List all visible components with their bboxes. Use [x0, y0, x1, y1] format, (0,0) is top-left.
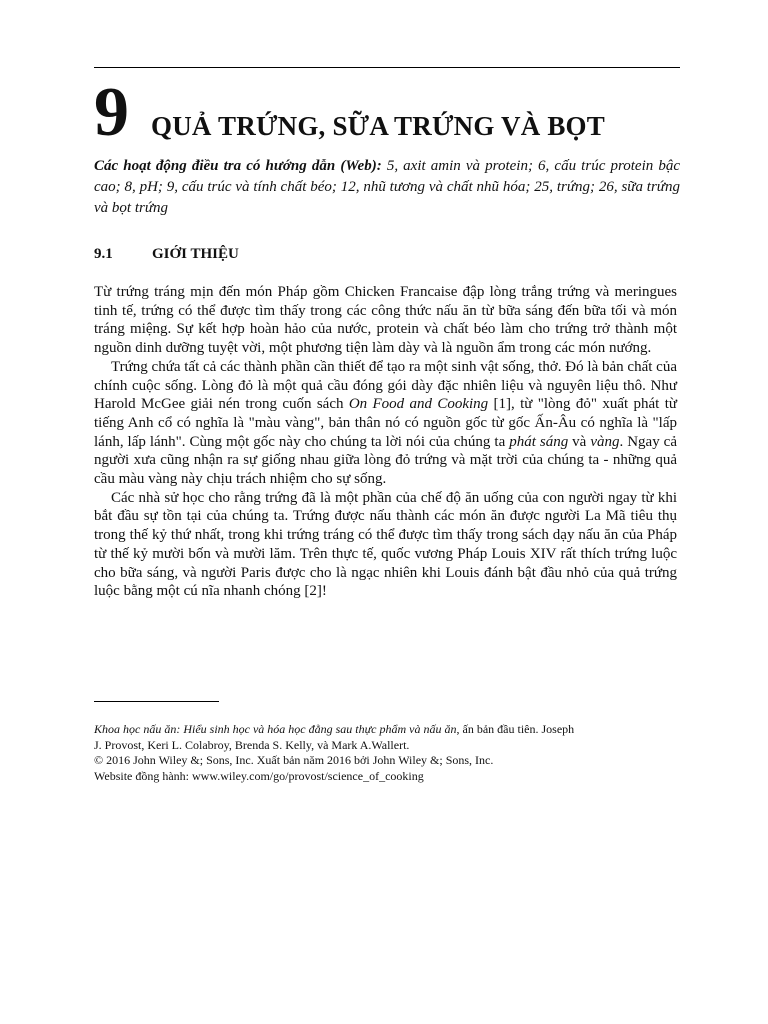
footer-line-1: [94, 722, 680, 738]
paragraph-2-part-a: Trứng chứa tất cả các thành phần cần thiết để tạo ra một sinh vật sống, thở. Đó là bản chất của chính cuộc sống. Lòng đỏ là một quả cầu đóng gói dày đặc nhiên liệu và nguyên liệu thô. Như Harold McGee giải nén trong cuốn sách: [94, 358, 677, 413]
chapter-heading: [94, 74, 694, 151]
emphasis-word-glow: phát sáng: [509, 433, 569, 450]
book-title-reference: On Food and Cooking: [348, 396, 489, 413]
footer-copyright: © 2016 John Wiley &; Sons, Inc. Xuất bản năm 2016 bởi John Wiley &; Sons, Inc.: [94, 753, 494, 767]
section-number: 9.1: [94, 246, 113, 262]
footer-website: Website đồng hành: www.wiley.com/go/provost/science_of_cooking: [94, 768, 424, 783]
chapter-number: 9: [94, 74, 129, 151]
body-text: [94, 283, 677, 601]
footer-book-title: Khoa học nấu ăn: Hiểu sinh học và hóa học đằng sau thực phẩm và nấu ăn: [94, 722, 457, 736]
section-title: GIỚI THIỆU: [152, 246, 239, 262]
paragraph-2-part-b: [1], từ "lòng đỏ" xuất phát từ tiếng Anh cổ có nghĩa là "màu vàng", bản thân nó có nguồn gốc từ gốc Ấn-Âu có nghĩa là "lấp lánh, lấp lánh". Cùng một gốc này cho chúng ta lời nói của chúng ta: [94, 396, 677, 450]
footer-authors: J. Provost, Keri L. Colabroy, Brenda S. Kelly, và Mark A.Wallert.: [94, 737, 410, 752]
paragraph-2-and: và: [568, 433, 591, 450]
footer-edition: , ấn bản đầu tiên. Joseph: [456, 722, 575, 736]
guided-activities-text: 5, axit amin và protein; 6, cấu trúc protein bậc cao; 8, pH; 9, cấu trúc và tính chất béo; 12, nhũ tương và chất nhũ hóa; 25, trứng; 26, sữa trứng và bọt trứng: [94, 158, 681, 216]
section-heading: [94, 246, 680, 263]
footer-citation: [94, 722, 680, 784]
paragraph-2-part-c: . Ngay cả người xưa cũng nhận ra sự giống nhau giữa lòng đỏ trứng và mặt trời của chúng ta - những quả cầu màu vàng này chịu trách nhiệm cho sự sống.: [94, 433, 677, 488]
footnote-rule: [94, 701, 219, 702]
guided-activities: [94, 156, 680, 219]
guided-activities-label: Các hoạt động điều tra có hướng dẫn (Web):: [94, 158, 382, 174]
paragraph-1: Từ trứng tráng mịn đến món Pháp gồm Chicken Francaise đập lòng trắng trứng và meringues tinh tế, trứng có thể được tìm thấy trong các công thức nấu ăn từ bữa sáng đến bữa tối và món tráng miệng. Sự kết hợp hoàn hảo của nước, protein và chất béo làm cho trứng trở thành một nguồn dinh dưỡng tuyệt vời, một phương tiện làm dày và là nguồn ẩm trong các món nướng.: [94, 284, 677, 357]
chapter-title: QUẢ TRỨNG, SỮA TRỨNG VÀ BỌT: [151, 111, 605, 141]
emphasis-word-gold: vàng: [590, 433, 620, 450]
top-rule: [94, 67, 680, 68]
paragraph-2: [94, 358, 677, 489]
paragraph-3: Các nhà sử học cho rằng trứng đã là một phần của chế độ ăn uống của con người ngay từ khi bắt đầu sự tồn tại của chúng ta. Trứng được nấu thành các món ăn được người La Mã tiêu thụ trong thế kỷ thứ nhất, trong khi trứng tráng có thể được tìm thấy trong sách dạy nấu ăn của Pháp từ thế kỷ mười bốn và mười lăm. Trên thực tế, quốc vương Pháp Louis XIV rất thích trứng luộc cho bữa sáng, và người Paris được cho là ngạc nhiên khi Louis đánh bật đầu nhỏ của quả trứng luộc bằng một cú nĩa nhanh chóng [2]!: [94, 489, 677, 600]
